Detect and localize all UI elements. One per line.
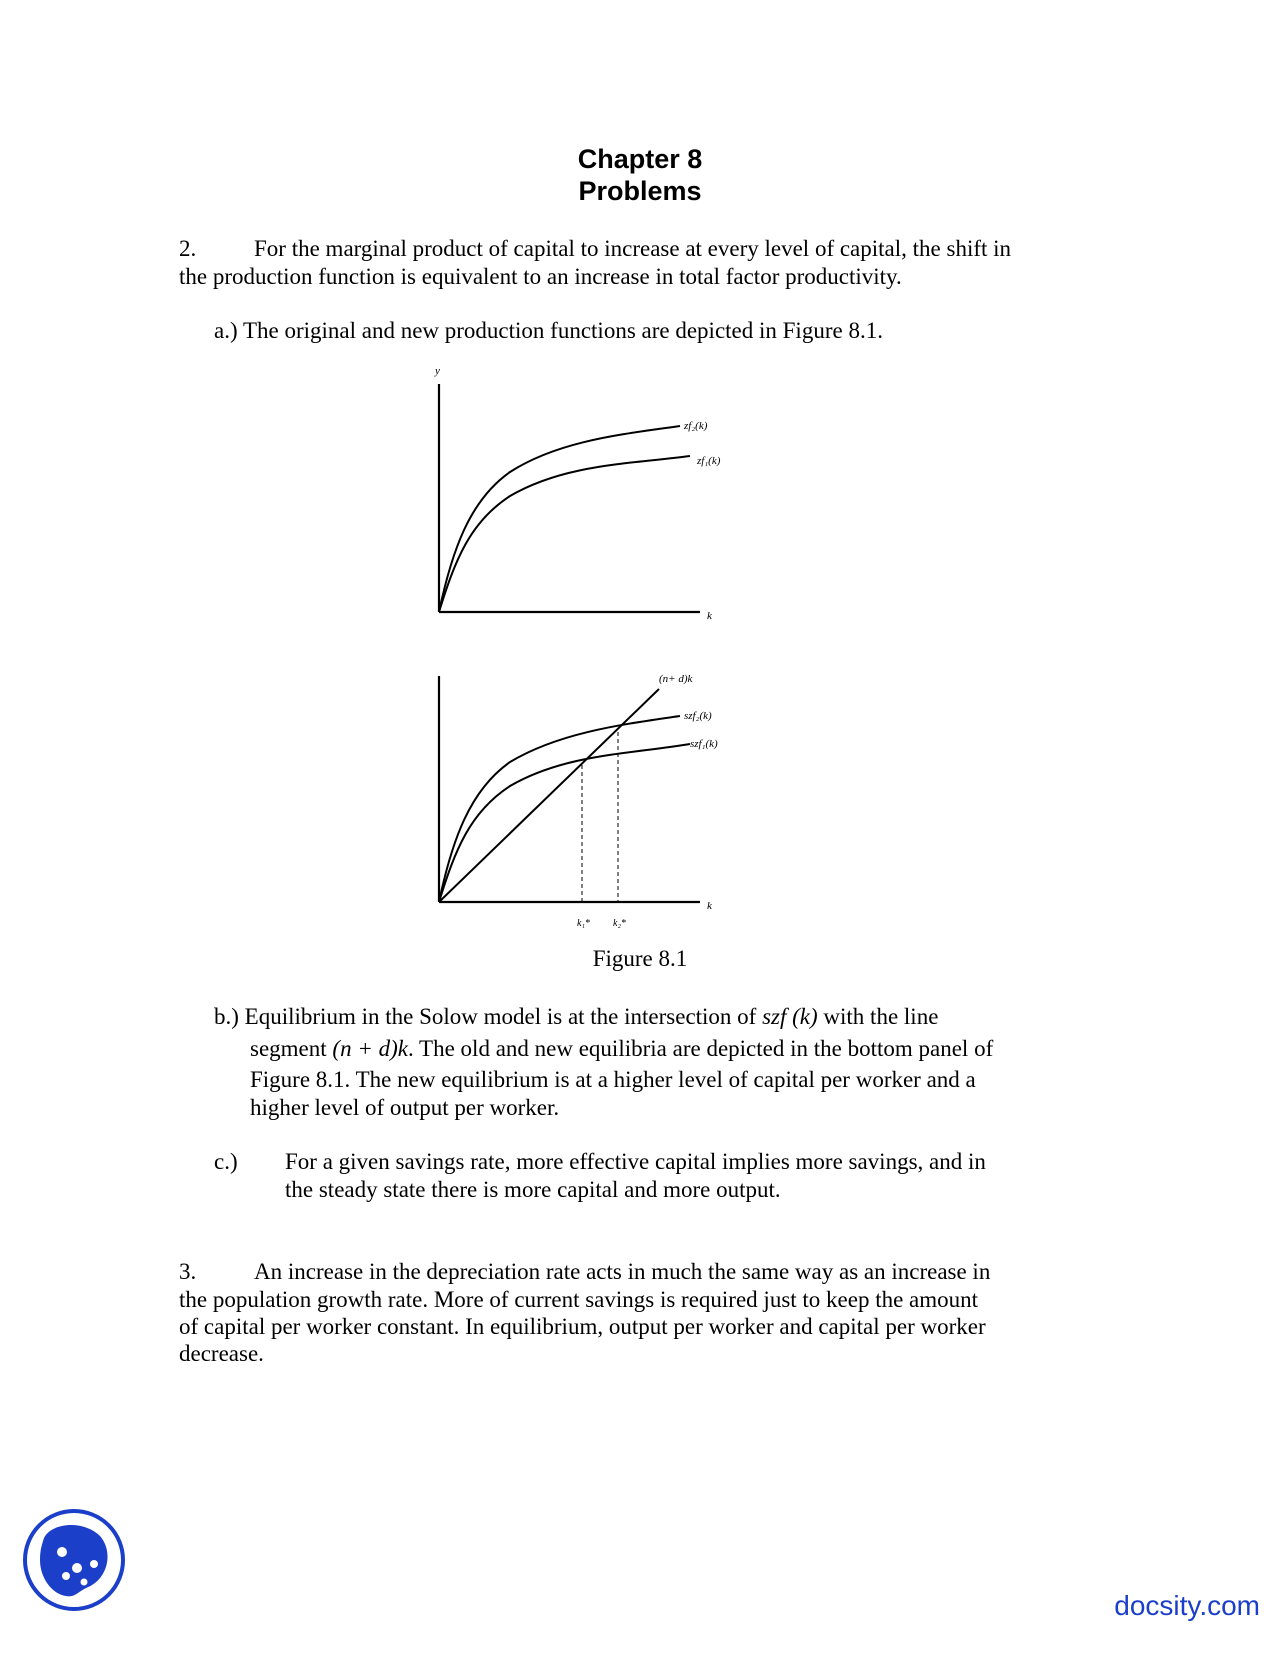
part-b-text-2b: . The old and new equilibria are depicted in the bottom panel of bbox=[407, 1036, 994, 1061]
problem-3-line-3: of capital per worker constant. In equilibrium, output per worker and capital per worker bbox=[179, 1314, 986, 1339]
problem-2-part-a: a.) The original and new production functions are depicted in Figure 8.1. bbox=[214, 318, 883, 343]
curve-szf1 bbox=[439, 744, 690, 902]
part-c-text-1: For a given savings rate, more effective capital implies more savings, and in bbox=[285, 1149, 986, 1174]
chapter-subtitle: Problems bbox=[578, 176, 702, 206]
problem-3-line-1 bbox=[179, 1257, 990, 1286]
problem-2-text-1: For the marginal product of capital to increase at every level of capital, the shift in bbox=[254, 236, 1012, 261]
figure-8-1 bbox=[0, 360, 1280, 940]
part-b-text-1a: Equilibrium in the Solow model is at the intersection of bbox=[244, 1004, 757, 1029]
line-n-plus-d-k bbox=[439, 689, 659, 902]
label-n-plus-d-k: (n+ d)k bbox=[659, 673, 693, 685]
chapter-title: Chapter 8 bbox=[577, 144, 703, 174]
figure-caption: Figure 8.1 bbox=[592, 946, 688, 971]
label-zf1: zf₁(k) bbox=[697, 455, 721, 467]
problem-2-line-2: the production function is equivalent to an increase in total factor productivity. bbox=[179, 264, 902, 289]
label-zf2: zf₂(k) bbox=[684, 420, 708, 432]
problem-3-line-4: decrease. bbox=[179, 1341, 264, 1366]
problem-2-part-b-line-2 bbox=[250, 1034, 993, 1063]
problem-3-number: 3. bbox=[179, 1259, 197, 1284]
problem-2-line-1 bbox=[179, 234, 1011, 263]
problem-3-line-2: the population growth rate. More of current savings is required just to keep the amount bbox=[179, 1287, 979, 1312]
part-b-text-1b: with the line bbox=[823, 1004, 939, 1029]
label-szf1: szf₁(k) bbox=[690, 738, 718, 750]
problem-2-part-b-line-4: higher level of output per worker. bbox=[250, 1095, 560, 1120]
bottom-x-label: k bbox=[707, 900, 712, 912]
label-szf2: szf₂(k) bbox=[684, 710, 712, 722]
problem-2-number: 2. bbox=[179, 236, 197, 261]
curve-zf1 bbox=[439, 456, 690, 612]
top-y-label: y bbox=[435, 365, 440, 377]
problem-3-text-1: An increase in the depreciation rate acts in much the same way as an increase in bbox=[254, 1259, 991, 1284]
docsity-ladybug-icon[interactable] bbox=[22, 1508, 126, 1617]
label-k2-star: k₂* bbox=[613, 918, 626, 929]
curve-zf2 bbox=[439, 426, 680, 612]
part-b-label: b.) bbox=[214, 1004, 239, 1029]
part-b-text-2a: segment bbox=[250, 1036, 327, 1061]
part-b-math-ndk: (n + d)k bbox=[332, 1036, 408, 1061]
part-c-label: c.) bbox=[214, 1149, 238, 1174]
part-b-math-szf: szf (k) bbox=[762, 1004, 818, 1029]
curve-szf2 bbox=[439, 716, 680, 902]
problem-2-part-b-line-1 bbox=[214, 1002, 938, 1031]
label-k1-star: k₁* bbox=[577, 918, 590, 929]
problem-2-part-c-line-1 bbox=[214, 1147, 986, 1176]
top-x-label: k bbox=[707, 610, 712, 622]
problem-2-part-c-line-2: the steady state there is more capital and more output. bbox=[285, 1177, 781, 1202]
docsity-link[interactable]: docsity.com bbox=[1114, 1590, 1260, 1621]
problem-2-part-b-line-3: Figure 8.1. The new equilibrium is at a higher level of capital per worker and a bbox=[250, 1067, 976, 1092]
